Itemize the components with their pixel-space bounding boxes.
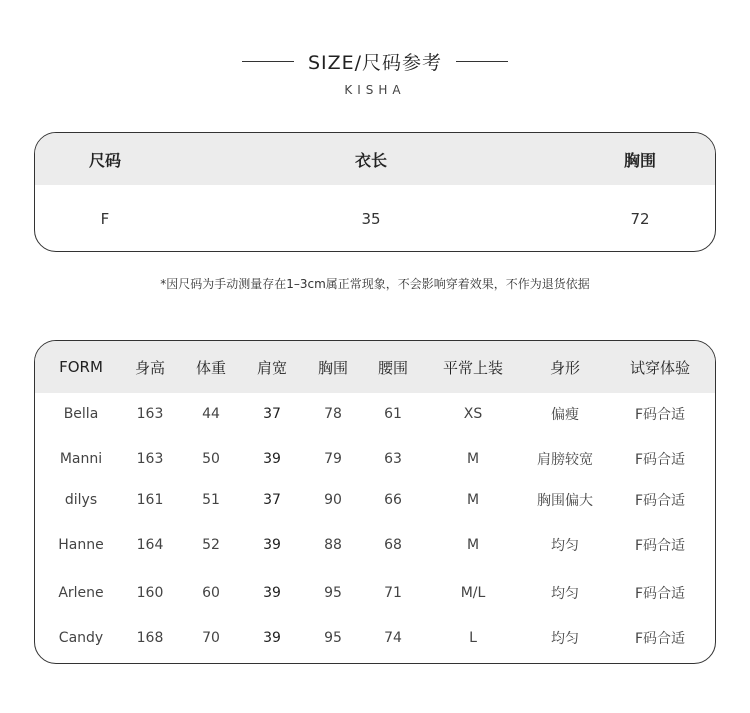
model-name: Hanne [58, 537, 104, 553]
model-height: 161 [136, 492, 164, 508]
size-value: F [100, 210, 110, 228]
model-body-shape: 均匀 [551, 586, 579, 602]
model-waist: 63 [384, 451, 402, 467]
table-row [35, 480, 715, 520]
model-fit: F码合适 [634, 586, 686, 602]
page-title: SIZE/尺码参考 [307, 51, 443, 74]
model-waist: 61 [384, 406, 402, 422]
header-waist: 腰围 [377, 358, 408, 377]
header-weight: 体重 [195, 358, 226, 377]
model-waist: 71 [384, 585, 402, 601]
model-table-header [35, 341, 715, 393]
table-row [35, 525, 715, 565]
model-name: Candy [58, 630, 104, 646]
model-fit: F码合适 [634, 538, 686, 554]
header-shoulder: 肩宽 [256, 358, 287, 377]
model-body-shape: 偏瘦 [551, 407, 579, 423]
model-weight: 52 [202, 537, 220, 553]
model-usual-top: M [466, 492, 480, 508]
model-name: dilys [64, 492, 98, 508]
table-row [35, 439, 715, 479]
model-fit: F码合适 [634, 631, 686, 647]
model-weight: 51 [202, 492, 220, 508]
header-usual-top: 平常上装 [442, 358, 503, 377]
model-table [34, 340, 716, 664]
model-fit: F码合适 [634, 493, 686, 509]
size-header-size: 尺码 [88, 150, 121, 170]
header-bust: 胸围 [317, 358, 348, 377]
size-header-length: 衣长 [354, 150, 387, 170]
model-height: 163 [136, 406, 164, 422]
model-name: Bella [63, 406, 99, 422]
model-weight: 50 [202, 451, 220, 467]
header-fit: 试穿体验 [629, 358, 690, 377]
model-weight: 44 [202, 406, 220, 422]
model-usual-top: L [469, 630, 477, 646]
header-height: 身高 [134, 358, 165, 377]
size-header-bust: 胸围 [623, 150, 656, 170]
model-usual-top: M/L [460, 585, 486, 601]
model-shoulder: 39 [263, 451, 281, 467]
model-bust: 88 [324, 537, 342, 553]
model-height: 160 [136, 585, 164, 601]
model-body-shape: 均匀 [551, 631, 579, 647]
size-table [34, 132, 716, 252]
model-bust: 95 [324, 630, 342, 646]
header-left-rule [242, 61, 294, 62]
table-row [35, 394, 715, 434]
model-shoulder: 39 [263, 537, 281, 553]
size-table-header [35, 133, 715, 185]
header-body-shape: 身形 [549, 358, 580, 377]
measurement-note: *因尺码为手动测量存在1–3cm属正常现象，不会影响穿着效果，不作为退货依据 [160, 277, 590, 291]
model-shoulder: 39 [263, 630, 281, 646]
model-waist: 74 [384, 630, 402, 646]
header-right-rule [456, 61, 508, 62]
model-bust: 79 [324, 451, 342, 467]
model-shoulder: 37 [263, 406, 281, 422]
model-body-shape: 肩膀较宽 [537, 452, 593, 468]
model-body-shape: 胸围偏大 [537, 493, 593, 509]
header-form: FORM [59, 358, 103, 376]
model-bust: 78 [324, 406, 342, 422]
length-value: 35 [361, 210, 381, 228]
model-usual-top: XS [463, 406, 483, 422]
brand-name: KISHA [344, 83, 406, 97]
model-waist: 68 [384, 537, 402, 553]
model-bust: 90 [324, 492, 342, 508]
model-usual-top: M [466, 537, 480, 553]
model-usual-top: M [466, 451, 480, 467]
model-height: 164 [136, 537, 164, 553]
model-waist: 66 [384, 492, 402, 508]
size-table-row [35, 185, 715, 252]
model-body-shape: 均匀 [551, 538, 579, 554]
model-height: 168 [136, 630, 164, 646]
model-name: Arlene [58, 585, 104, 601]
section-header [0, 44, 750, 78]
model-shoulder: 37 [263, 492, 281, 508]
bust-value: 72 [630, 210, 650, 228]
model-fit: F码合适 [634, 452, 686, 468]
table-row [35, 618, 715, 658]
model-shoulder: 39 [263, 585, 281, 601]
table-row [35, 573, 715, 613]
model-fit: F码合适 [634, 407, 686, 423]
model-name: Manni [59, 451, 103, 467]
model-weight: 70 [202, 630, 220, 646]
model-bust: 95 [324, 585, 342, 601]
model-weight: 60 [202, 585, 220, 601]
model-height: 163 [136, 451, 164, 467]
